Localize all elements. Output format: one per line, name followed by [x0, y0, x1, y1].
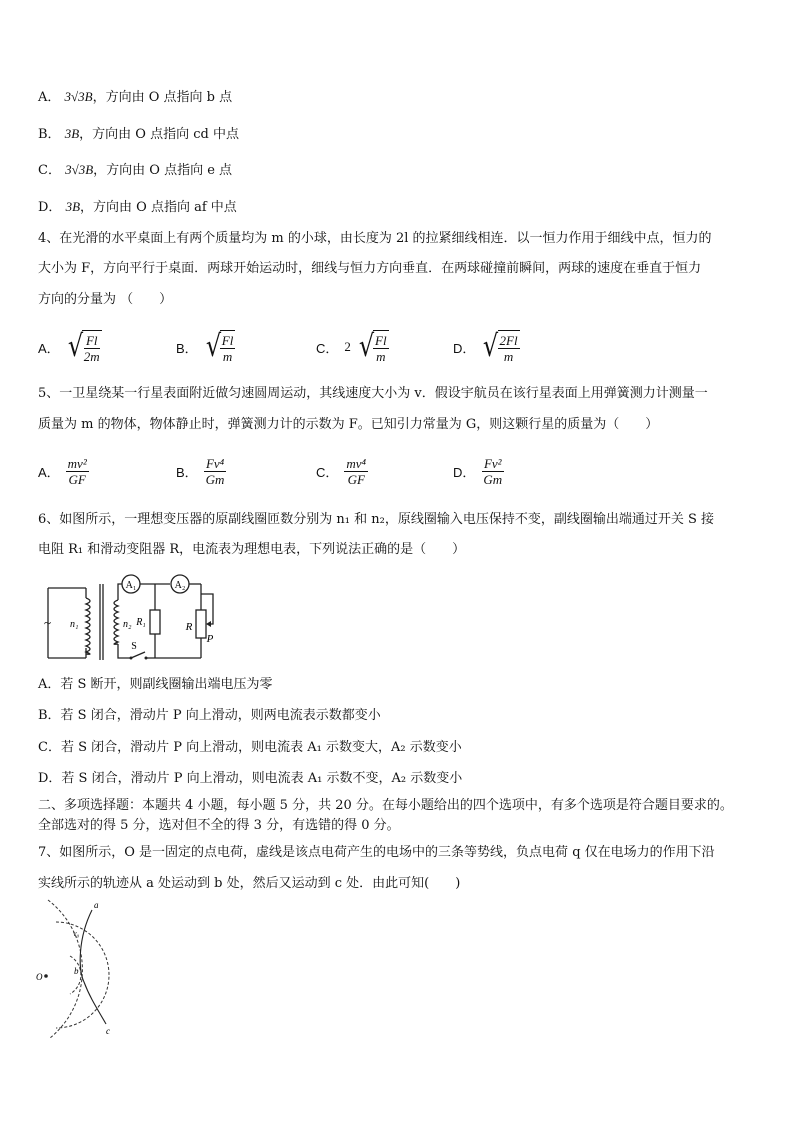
- option-label: A．: [38, 464, 60, 480]
- numerator: mv⁴: [346, 455, 367, 471]
- option-math: 3B: [64, 126, 80, 141]
- numerator: 2Fl: [499, 333, 518, 348]
- label-c: c: [106, 1026, 110, 1036]
- label-v0: v₀: [73, 929, 80, 938]
- radical-sign: √: [205, 329, 221, 364]
- option-label: B．: [176, 464, 198, 480]
- section2-heading-line-1: 二、多项选择题：本题共 4 小题，每小题 5 分，共 20 分。在每小题给出的四个选项中，有多个选项是符合题目要求的。: [38, 798, 733, 813]
- q6-option-b: B．若 S 闭合，滑动片 P 向上滑动，则两电流表示数都变小: [38, 708, 381, 723]
- option-text: ，方向由 O 点指向 e 点: [93, 163, 233, 178]
- numerator: Fl: [375, 333, 387, 348]
- numerator: Fl: [85, 333, 98, 348]
- option-math: 3√3B: [64, 89, 93, 104]
- option-text: ，方向由 O 点指向 cd 中点: [79, 127, 239, 142]
- denominator: m: [222, 349, 233, 364]
- q3-option-d: [38, 198, 237, 217]
- q4-option-a: [38, 323, 102, 371]
- transformer-circuit-diagram: [38, 570, 223, 662]
- q6-option-a: A．若 S 断开，则副线圈输出端电压为零: [38, 677, 273, 692]
- label-o: O: [36, 972, 43, 982]
- denominator: m: [376, 349, 386, 364]
- option-text: ，方向由 O 点指向 af 中点: [80, 200, 237, 215]
- coefficient: 2: [344, 339, 351, 354]
- sqrt-expression: [204, 330, 236, 364]
- option-label: B．: [38, 127, 61, 142]
- n2-label: n₂: [123, 619, 132, 630]
- denominator: GF: [68, 471, 86, 487]
- numerator: Fv²: [483, 455, 502, 471]
- n1-label: n₁: [70, 619, 79, 630]
- q3-option-b: [38, 125, 239, 144]
- q4-stem-line-3: 方向的分量为 （ ）: [38, 292, 173, 307]
- option-label: B．: [176, 340, 198, 356]
- sqrt-expression: [481, 330, 519, 364]
- q6-option-d: D．若 S 闭合，滑动片 P 向上滑动，则电流表 A₁ 示数不变，A₂ 示数变小: [38, 771, 463, 786]
- option-math: 3√3B: [65, 162, 94, 177]
- ac-source-label: ~: [44, 615, 52, 630]
- q5-option-c: [316, 447, 368, 495]
- q7-stem-line-2: 实线所示的轨迹从 a 处运动到 b 处，然后又运动到 c 处．由此可知( ): [38, 876, 461, 891]
- denominator: GF: [347, 471, 365, 487]
- q5-options: [38, 447, 758, 495]
- charge-o: [44, 974, 48, 978]
- r1-label: R₁: [136, 617, 146, 628]
- numerator: mv²: [67, 455, 87, 471]
- q6-stem-line-2: 电阻 R₁ 和滑动变阻器 R，电流表为理想电表，下列说法正确的是（ ）: [38, 542, 466, 557]
- ammeter-a1-label: A₁: [125, 580, 137, 591]
- q4-option-d: [453, 323, 520, 371]
- q4-stem-line-1: 4、在光滑的水平桌面上有两个质量均为 m 的小球，由长度为 2l 的拉紧细线相连．以一恒力作用于细线中点，恒力的: [38, 231, 712, 246]
- option-label: D．: [453, 340, 476, 356]
- radical-sign: √: [358, 329, 375, 364]
- section2-heading-line-2: 全部选对的得 5 分，选对但不全的得 3 分，有选错的得 0 分。: [38, 818, 400, 833]
- ammeter-a2-label: A₂: [174, 580, 186, 591]
- option-math: 3B: [65, 199, 81, 214]
- numerator: Fl: [221, 333, 234, 348]
- label-a: a: [94, 900, 99, 910]
- sqrt-expression: [66, 330, 102, 364]
- radical-sign: √: [483, 329, 499, 364]
- r-label: R: [185, 621, 193, 633]
- option-label: C．: [38, 163, 61, 178]
- q5-option-b: [176, 447, 226, 495]
- option-text: ，方向由 O 点指向 b 点: [92, 90, 233, 105]
- q7-stem-line-1: 7、如图所示，O 是一固定的点电荷，虚线是该点电荷产生的电场中的三条等势线，负点电荷 q 仅在电场力的作用下沿: [38, 845, 715, 860]
- radical-sign: √: [67, 329, 83, 364]
- q3-option-a: [38, 88, 232, 107]
- q6-option-c: C．若 S 闭合，滑动片 P 向上滑动，则电流表 A₁ 示数变大，A₂ 示数变小: [38, 740, 462, 755]
- q6-stem-line-1: 6、如图所示，一理想变压器的原副线圈匝数分别为 n₁ 和 n₂，原线圈输入电压保持不变，副线圈输出端通过开关 S 接: [38, 512, 715, 527]
- option-label: C．: [316, 464, 339, 480]
- q3-option-c: [38, 161, 232, 180]
- denominator: Gm: [483, 471, 503, 487]
- q5-stem-line-2: 质量为 m 的物体，物体静止时，弹簧测力计的示数为 F。已知引力常量为 G，则这颗行星的质量为（ ）: [38, 417, 659, 432]
- option-label: D．: [38, 200, 62, 215]
- q4-options: [38, 323, 758, 371]
- slider-p-label: P: [206, 633, 214, 645]
- trajectory-line: [80, 910, 106, 1024]
- numerator: Fv⁴: [205, 455, 225, 471]
- equipotential-figure: [34, 898, 134, 1040]
- q5-option-a: [38, 447, 89, 495]
- q5-option-d: [453, 447, 504, 495]
- label-b: b: [74, 966, 79, 976]
- switch-s-label: S: [131, 641, 137, 652]
- q5-stem-line-1: 5、一卫星绕某一行星表面附近做匀速圆周运动，其线速度大小为 v．假设宇航员在该行星表面上用弹簧测力计测量一: [38, 386, 708, 401]
- option-label: A．: [38, 340, 60, 356]
- denominator: m: [503, 349, 514, 364]
- denominator: Gm: [205, 471, 225, 487]
- sqrt-expression: [357, 330, 389, 364]
- denominator: 2m: [83, 349, 100, 364]
- q4-option-c: [316, 323, 389, 371]
- q4-stem-line-2: 大小为 F，方向平行于桌面．两球开始运动时，细线与恒力方向垂直．在两球碰撞前瞬间，两球的速度在垂直于恒力: [38, 261, 702, 276]
- option-label: D．: [453, 464, 476, 480]
- option-label: A．: [38, 90, 61, 105]
- q4-option-b: [176, 323, 235, 371]
- option-label: C．: [316, 340, 339, 356]
